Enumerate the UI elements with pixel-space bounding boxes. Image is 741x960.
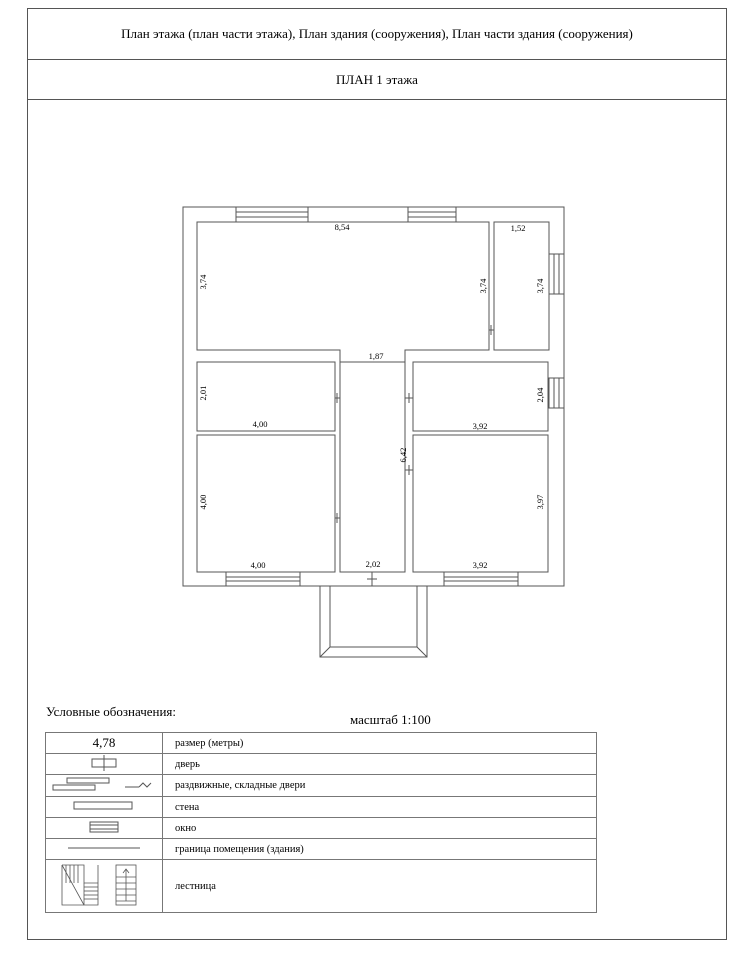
legend-row xyxy=(46,775,597,797)
legend-row xyxy=(46,797,597,818)
porch-inner xyxy=(330,586,417,647)
dimension-value xyxy=(46,733,163,754)
dim-room-bottom-right-height: 3,97 xyxy=(535,494,545,510)
window-top-right xyxy=(408,207,456,222)
dim-top-room-height-left: 3,74 xyxy=(198,274,208,290)
legend-title: Условные обозначения: xyxy=(46,704,177,719)
dim-room-bottom-left-height: 4,00 xyxy=(198,494,208,510)
scale-label: масштаб 1:100 xyxy=(350,712,431,727)
plan-title: ПЛАН 1 этажа xyxy=(28,60,726,100)
window-small-room xyxy=(549,254,564,294)
legend-label: стена xyxy=(163,797,597,818)
door-icon xyxy=(84,755,124,771)
document-title: План этажа (план части этажа), План здания (сооружения), План части здания (сооружения) xyxy=(28,9,726,60)
dim-room-mid-left-width: 4,00 xyxy=(252,419,268,429)
dim-corridor-width-bottom: 2,02 xyxy=(365,559,381,569)
dim-room-mid-left-height: 2,01 xyxy=(198,385,208,401)
wall-icon xyxy=(69,799,139,813)
stairs-icon xyxy=(54,861,154,909)
legend-label: граница помещения (здания) xyxy=(163,839,597,860)
legend-row xyxy=(46,860,597,913)
window-bottom-right xyxy=(444,572,518,586)
dim-corridor-length: 6,42 xyxy=(398,447,408,463)
dim-room-mid-right-width: 3,92 xyxy=(472,421,488,431)
porch-outline xyxy=(320,586,427,657)
dim-room-bottom-left-width: 4,00 xyxy=(250,560,266,570)
window-mid-right xyxy=(549,378,564,408)
window-top-left xyxy=(236,207,308,222)
legend-label: окно xyxy=(163,818,597,839)
legend-label: раздвижные, складные двери xyxy=(163,775,597,797)
sample-dimension-value: 4,78 xyxy=(92,735,116,750)
legend-label: размер (метры) xyxy=(163,733,597,754)
corridor-outline xyxy=(340,362,405,572)
dim-room-mid-right-height: 2,04 xyxy=(535,387,545,403)
window-icon xyxy=(84,820,124,834)
legend-row xyxy=(46,733,597,754)
sliding-door-icon xyxy=(49,775,159,793)
window-bottom-left xyxy=(226,572,300,586)
legend-row xyxy=(46,754,597,775)
dim-room-bottom-right-width: 3,92 xyxy=(472,560,488,570)
legend-table xyxy=(45,732,597,913)
room-bottom-left-outline xyxy=(197,435,335,572)
legend-row xyxy=(46,839,597,860)
dim-small-room-width: 1,52 xyxy=(510,223,526,233)
legend-label: дверь xyxy=(163,754,597,775)
dim-top-room-height-right: 3,74 xyxy=(478,278,488,294)
dim-small-room-height: 3,74 xyxy=(535,278,545,294)
dim-corridor-width-top: 1,87 xyxy=(368,351,384,361)
legend-row xyxy=(46,818,597,839)
room-bottom-right-outline xyxy=(413,435,548,572)
boundary-line-icon xyxy=(64,843,144,853)
dim-top-room-width: 8,54 xyxy=(334,222,350,232)
room-top-outline xyxy=(197,222,489,362)
outer-wall-outer-line xyxy=(183,207,564,586)
legend-label: лестница xyxy=(163,860,597,913)
